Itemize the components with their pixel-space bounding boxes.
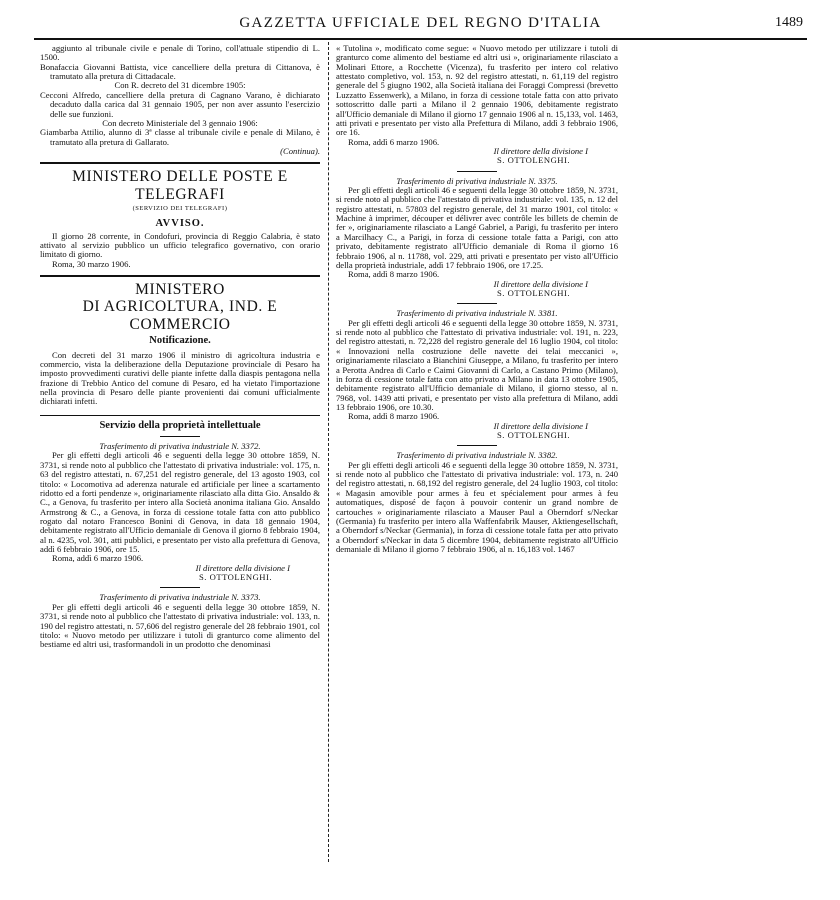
short-divider <box>160 436 200 437</box>
transfer-title: Trasferimento di privativa industriale N. 3375. <box>396 175 558 186</box>
decree-intro: Con R. decreto del 31 dicembre 1905: <box>114 80 246 91</box>
avviso-heading: AVVISO. <box>155 218 205 230</box>
signature-title: Il direttore della divisione I <box>493 420 588 431</box>
service-subtitle: (SERVIZIO DEI TELEGRAFI) <box>132 205 228 213</box>
transfer-date: Roma, addì 8 marzo 1906. <box>348 269 440 280</box>
ministry-poste-title: MINISTERO DELLE POSTE E TELEGRAFI <box>72 168 288 203</box>
notificazione-body: Con decreti del 31 marzo 1906 il ministro di agricoltura industria e commercio, vista la deliberazione della Deputazione provinciale di Pesaro ha imposto provvedimenti curativi delle piante infette dalla diaspis pentagona nella frazione di Trebbio Antico del comune di Pesaro, ed ha vietato l'importazione nella provincia di Pesaro delle piante provenienti dai comuni ufficialmente dichiarati infetti. <box>40 349 320 407</box>
transfer-title: Trasferimento di privativa industriale N. 3382. <box>396 450 558 461</box>
transfer-date: Roma, addì 6 marzo 1906. <box>348 136 440 147</box>
transfer-body: Per gli effetti degli articoli 46 e seguenti della legge 30 ottobre 1859, N. 3731, si rende noto al pubblico che l'attestato di privativa industriale: vol. 175, n. 63 del registro attestati, n. 67,251 del registro generale, del 13 agosto 1903, col titolo: « Locomotiva ad aderenza naturale ed artificiale per linee a scartamento ridotto ed a forti pendenze », originariamente rilasciato alla ditta Gio. Ansaldo & C., a Genova, fu trasferito per intero alla Società anonima italiana Gio. Ansaldo Armstrong & C., a Genova, in forza di cessione totale fatta con atto pubblico rogato dal notaro Francesco Bonini di Genova, in data 18 gennaio 1904, debitamente registrato all'Ufficio demaniale di Genova il giorno 8 febbraio 1904, al n. 4235, vol. 301, atti pubblici, e presentato per visto alla prefettura di Genova, addì 6 febbraio 1906, ore 15. <box>40 450 320 555</box>
transfer-body: Per gli effetti degli articoli 46 e seguenti della legge 30 ottobre 1859, N. 3731, si rende noto al pubblico che l'attestato di privativa industriale: vol. 191, n. 223, del registro attestati, n. 72,228 del registro generale del 16 luglio 1904, col titolo: « Innovazioni nella costruzione delle navette dei telai meccanici », originariamente rilasciato a Bianchini Giuseppe, a Milano, fu trasferito per intero a Perotta Andrea di Carlo e Caimi Giovanni di Carlo, a Castano Primo (Milano), in forza di cessione totale fatta con atto privato a Milano in data 13 ottobre 1905, debitamente registrato all'Ufficio demaniale di Milano, il giorno stesso, al n. 7968, vol. 1439 atti privati, e presentato per visto alla prefettura di Milano, addì 13 febbraio 1906, ore 10.30. <box>336 317 618 412</box>
decree-paragraph: Giambarba Attilio, alunno di 3ª classe al tribunale civile e penale di Milano, è tramutato alla pretura di Gallarato. <box>40 127 320 147</box>
notificazione-heading: Notificazione. <box>149 335 211 347</box>
transfer-title: Trasferimento di privativa industriale N. 3372. <box>99 441 261 452</box>
page-number: 1489 <box>775 15 803 30</box>
continua-note: (Continua). <box>280 145 320 156</box>
transfer-date: Roma, addì 8 marzo 1906. <box>348 411 440 422</box>
transfer-title: Trasferimento di privativa industriale N. 3381. <box>396 308 558 319</box>
signature-title: Il direttore della divisione I <box>195 562 290 573</box>
transfer-body: Per gli effetti degli articoli 46 e seguenti della legge 30 ottobre 1859, N. 3731, si rende noto al pubblico che l'attestato di privativa industriale: vol. 133, n. 190 del registro attestati, n. 57,606 del registro generale del 28 febbraio 1901, col titolo: « Nuovo metodo per utilizzare i tutoli di granturco come alimento del bestiame ed altri usi, trasformandoli in un prodotto che denominasi <box>40 601 320 650</box>
right-column <box>336 44 618 864</box>
short-divider <box>160 587 200 588</box>
signature-name: S. OTTOLENGHI. <box>199 572 272 583</box>
short-divider <box>457 303 497 304</box>
signature-name: S. OTTOLENGHI. <box>497 430 570 441</box>
transfer-body: Per gli effetti degli articoli 46 e seguenti della legge 30 ottobre 1859, N. 3731, si rende noto al pubblico che l'attestato di privativa industriale: vol. 173, n. 240 del registro attestati, n. 68,192 del registro generale, del 24 luglio 1903, col titolo: « Magasin amovible pour armes à feu et spécialement pour armes à feu automatiques, disposé de façon à pouvoir contenir un grand nombre de cartouches » originariamente rilasciato a Mauser Paul a Oberndorf s/Neckar (Germania) fu trasferito per intero alla Waffenfabrik Mauser, Aktiengesellschaft, a Oberndorf s/Neckar (Germania), in forza di cessione totale fatta per atto privato a Oberndorf s/Neckar in data 5 dicembre 1904, debitamente registrato all'Ufficio demaniale di Milano il giorno 7 febbraio 1906, al n. 16,183 vol. 1467 <box>336 459 618 554</box>
section-divider <box>40 415 320 416</box>
signature-title: Il direttore della divisione I <box>493 278 588 289</box>
decree-paragraph: Bonafaccia Giovanni Battista, vice cancelliere della pretura di Cittanova, è tramutato alla pretura di Cittadacale. <box>40 61 320 82</box>
column-divider <box>328 42 329 862</box>
transfer-body: Per gli effetti degli articoli 46 e seguenti della legge 30 ottobre 1859, N. 3731, si rende noto al pubblico che l'attestato di privativa industriale: vol. 135, n. 12 del registro attestati, n. 57803 del registro generale, del 31 marzo 1901, col titolo: « Machine à imprimer, découper et délivrer avec contrôle les billets de chemin de fer », originariamente rilasciato a Langé Gabriel, a Parigi, fu trasferito per intero a Marcilhacy C., a Parigi, in forza di cessione totale fatta a Parigi, con atto privato, debitamente registrato all'Ufficio demaniale di Roma il giorno 16 febbraio 1906, al n. 11788, vol. 229, atti privati e presentato per visto all'Ufficio della proprietà industriale, addì 17 febbraio 1906, ore 17.25. <box>336 185 618 270</box>
signature-name: S. OTTOLENGHI. <box>497 287 570 298</box>
transfer-title: Trasferimento di privativa industriale N. 3373. <box>99 592 261 603</box>
avviso-date: Roma, 30 marzo 1906. <box>52 258 131 269</box>
decree-intro: Con decreto Ministeriale del 3 gennaio 1906: <box>102 117 258 128</box>
short-divider <box>457 445 497 446</box>
section-divider <box>40 275 320 277</box>
section-divider <box>40 162 320 164</box>
transfer-date: Roma, addì 6 marzo 1906. <box>52 553 144 564</box>
avviso-body: Il giorno 28 corrente, in Condofuri, provincia di Reggio Calabria, è stato attivato al servizio pubblico un ufficio telegrafico governativo, con orario limitato di giorno. <box>40 230 320 260</box>
short-divider <box>457 171 497 172</box>
servizio-heading: Servizio della proprietà intellettuale <box>99 419 261 431</box>
signature-name: S. OTTOLENGHI. <box>497 155 570 166</box>
ministry-agricoltura-line2: DI AGRICOLTURA, IND. E COMMERCIO <box>82 298 278 333</box>
decree-paragraph: Cecconi Alfredo, cancelliere della pretura di Cagnano Varano, è dichiarato decaduto dalla carica dal 31 gennaio 1905, per non aver assunto l'esercizio delle sue funzioni. <box>40 89 320 119</box>
decree-paragraph: aggiunto al tribunale civile e penale di Torino, coll'attuale stipendio di L. 1500. <box>40 44 320 63</box>
gazette-title: GAZZETTA UFFICIALE DEL REGNO D'ITALIA <box>239 15 602 31</box>
left-column <box>40 44 320 864</box>
page-header <box>34 12 807 40</box>
ministry-agricoltura-line1: MINISTERO <box>135 280 225 298</box>
transfer-body-continued: « Tutolina », modificato come segue: « Nuovo metodo per utilizzare i tutoli di granturco come alimento del bestiame ed altri usi », originariamente rilasciato a Molinari Ettore, a Rocchette (Vicenza), fu trasferito per intero col relativo attestato completivo, vol. 153, n. 92 del registro attestati, n. 61,119 del registro generale del 5 giugno 1902, alla Società italiana dei Foraggi Compressi (brevetto Luzzatto Essenwerk), a Milano, in forza di cessione totale fatta con atto privato sottoscritto dalle parti a Milano il 2 gennaio 1906, debitamente registrato all'Ufficio demaniale di Milano il giorno 17 gennaio 1906 al n. 15,133, vol. 1463, atti privati e presentato per visto alla Prefettura di Milano, addì 3 febbraio 1906, ore 16. <box>336 44 618 138</box>
signature-title: Il direttore della divisione I <box>493 145 588 156</box>
